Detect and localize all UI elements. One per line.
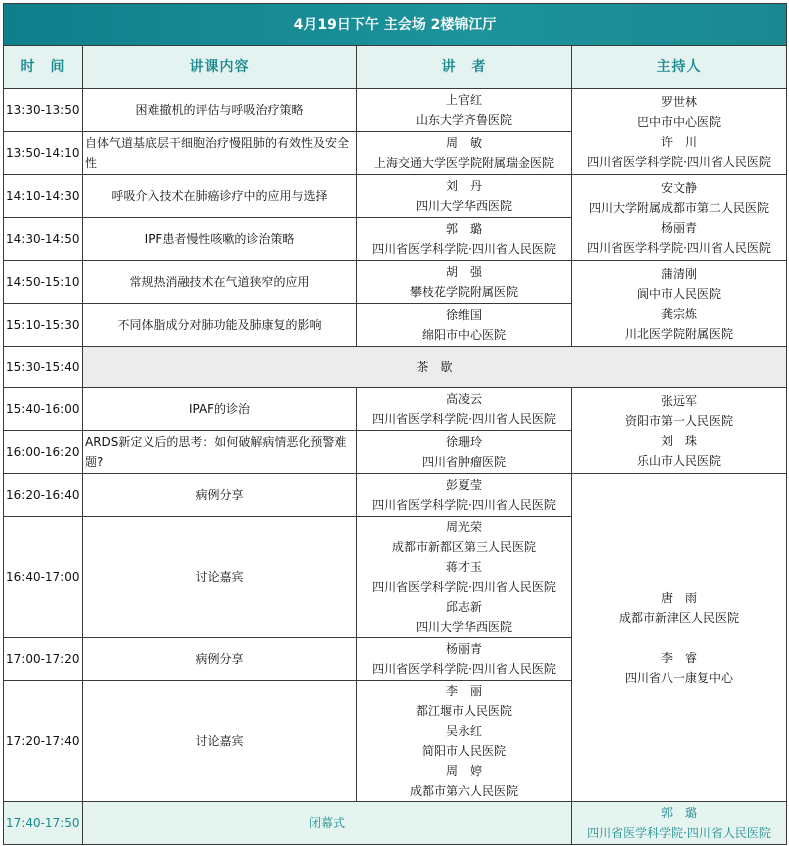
- host-name: 李 睿: [661, 650, 698, 665]
- host-cell: [572, 388, 787, 474]
- time-cell: 16:40-17:00: [4, 517, 83, 638]
- host-cell: [572, 175, 787, 261]
- host-cell: [572, 474, 787, 802]
- host-name: 龚宗炼: [661, 306, 698, 321]
- speaker-affiliation: 四川省医学科学院·四川省人民医院: [372, 580, 556, 594]
- speaker-affiliation: 简阳市人民医院: [421, 744, 506, 758]
- host-name: 刘 珠: [661, 433, 698, 448]
- break-row: [4, 347, 787, 388]
- topic-cell: 困难撤机的评估与呼吸治疗策略: [83, 89, 357, 132]
- speaker-name: 徐珊玲: [445, 435, 482, 449]
- host-name: 蒲清刚: [661, 266, 698, 281]
- speaker-affiliation: 四川省医学科学院·四川省人民医院: [372, 412, 556, 426]
- schedule-table: [3, 3, 787, 845]
- time-cell: 17:20-17:40: [4, 681, 83, 802]
- speaker-cell: [357, 89, 572, 132]
- speaker-affiliation: 攀枝花学院附属医院: [409, 285, 518, 299]
- host-spacer: [574, 628, 784, 648]
- host-affiliation: 四川大学附属成都市第二人民医院: [589, 200, 770, 215]
- host-affiliation: 四川省医学科学院·四川省人民医院: [587, 240, 771, 255]
- speaker-affiliation: 四川省医学科学院·四川省人民医院: [372, 662, 556, 676]
- speaker-affiliation: 都江堰市人民医院: [415, 704, 512, 718]
- speaker-cell: [357, 431, 572, 474]
- speaker-name: 蒋才玉: [445, 560, 482, 574]
- break-label: 茶 歇: [83, 347, 787, 388]
- time-cell: 15:40-16:00: [4, 388, 83, 431]
- speaker-cell: [357, 304, 572, 347]
- host-name: 许 川: [661, 134, 698, 149]
- table-row: [4, 175, 787, 218]
- time-cell: 15:30-15:40: [4, 347, 83, 388]
- host-name: 唐 雨: [661, 590, 698, 605]
- speaker-cell: [357, 474, 572, 517]
- speaker-cell: [357, 517, 572, 638]
- table-row: [4, 261, 787, 304]
- speaker-cell: [357, 638, 572, 681]
- host-affiliation: 四川省医学科学院·四川省人民医院: [587, 154, 771, 169]
- speaker-name: 高凌云: [445, 392, 482, 406]
- topic-cell: 不同体脂成分对肺功能及肺康复的影响: [83, 304, 357, 347]
- time-cell: 14:50-15:10: [4, 261, 83, 304]
- speaker-affiliation: 山东大学齐鲁医院: [415, 113, 512, 127]
- speaker-name: 吴永红: [445, 724, 482, 738]
- host-affiliation: 四川省八一康复中心: [625, 670, 734, 685]
- host-affiliation: 资阳市第一人民医院: [625, 413, 734, 428]
- time-cell: 16:00-16:20: [4, 431, 83, 474]
- host-affiliation: 阆中市人民医院: [637, 286, 722, 301]
- host-name: 杨丽青: [661, 220, 698, 235]
- speaker-cell: [357, 388, 572, 431]
- speaker-cell: [357, 175, 572, 218]
- header-speaker: 讲 者: [357, 46, 572, 89]
- host-name: 张远军: [661, 393, 698, 408]
- speaker-affiliation: 四川省医学科学院·四川省人民医院: [372, 498, 556, 512]
- closing-label: 闭幕式: [83, 802, 572, 845]
- speaker-name: 杨丽青: [445, 642, 482, 656]
- header-time: 时 间: [4, 46, 83, 89]
- speaker-affiliation: 绵阳市中心医院: [421, 328, 506, 342]
- speaker-affiliation: 四川大学华西医院: [415, 199, 512, 213]
- speaker-cell: [357, 261, 572, 304]
- topic-cell: 讨论嘉宾: [83, 681, 357, 802]
- time-cell: 16:20-16:40: [4, 474, 83, 517]
- schedule-title: 4月19日下午 主会场 2楼锦江厅: [4, 4, 787, 46]
- header-row: [4, 46, 787, 89]
- host-name: 安文静: [661, 180, 698, 195]
- speaker-name: 周光荣: [445, 520, 482, 534]
- speaker-name: 邱志新: [445, 600, 482, 614]
- topic-cell: 自体气道基底层干细胞治疗慢阻肺的有效性及安全性: [83, 132, 357, 175]
- topic-cell: 病例分享: [83, 474, 357, 517]
- speaker-affiliation: 上海交通大学医学院附属瑞金医院: [373, 156, 554, 170]
- topic-cell: 病例分享: [83, 638, 357, 681]
- host-cell: [572, 802, 787, 845]
- topic-cell: ARDS新定义后的思考：如何破解病情恶化预警难题?: [83, 431, 357, 474]
- host-affiliation: 乐山市人民医院: [637, 453, 722, 468]
- speaker-name: 彭夏莹: [445, 478, 482, 492]
- table-row: [4, 474, 787, 517]
- closing-row: [4, 802, 787, 845]
- topic-cell: IPF患者慢性咳嗽的诊治策略: [83, 218, 357, 261]
- speaker-name: 郭 璐: [445, 222, 482, 236]
- time-cell: 14:10-14:30: [4, 175, 83, 218]
- speaker-name: 上官红: [445, 93, 482, 107]
- host-cell: [572, 261, 787, 347]
- time-cell: 13:30-13:50: [4, 89, 83, 132]
- speaker-name: 李 丽: [445, 684, 482, 698]
- topic-cell: IPAF的诊治: [83, 388, 357, 431]
- speaker-affiliation: 成都市新都区第三人民医院: [391, 540, 536, 554]
- speaker-cell: [357, 218, 572, 261]
- topic-cell: 常规热消融技术在气道狭窄的应用: [83, 261, 357, 304]
- host-name: 罗世林: [661, 94, 698, 109]
- host-affiliation: 四川省医学科学院·四川省人民医院: [587, 826, 771, 840]
- time-cell: 13:50-14:10: [4, 132, 83, 175]
- speaker-name: 徐维国: [445, 308, 482, 322]
- speaker-name: 胡 强: [445, 265, 482, 279]
- topic-cell: 呼吸介入技术在肺癌诊疗中的应用与选择: [83, 175, 357, 218]
- header-topic: 讲课内容: [83, 46, 357, 89]
- speaker-affiliation: 四川省医学科学院·四川省人民医院: [372, 242, 556, 256]
- host-name: 郭 璐: [661, 806, 698, 820]
- host-affiliation: 成都市新津区人民医院: [619, 610, 740, 625]
- host-affiliation: 巴中市中心医院: [637, 114, 722, 129]
- speaker-cell: [357, 132, 572, 175]
- table-row: [4, 388, 787, 431]
- table-row: [4, 89, 787, 132]
- header-host: 主持人: [572, 46, 787, 89]
- time-cell: 17:40-17:50: [4, 802, 83, 845]
- speaker-affiliation: 成都市第六人民医院: [409, 784, 518, 798]
- speaker-affiliation: 四川省肿瘤医院: [421, 455, 506, 469]
- host-affiliation: 川北医学院附属医院: [625, 326, 734, 341]
- speaker-name: 刘 丹: [445, 179, 482, 193]
- speaker-affiliation: 四川大学华西医院: [415, 620, 512, 634]
- time-cell: 15:10-15:30: [4, 304, 83, 347]
- speaker-cell: [357, 681, 572, 802]
- topic-cell: 讨论嘉宾: [83, 517, 357, 638]
- time-cell: 14:30-14:50: [4, 218, 83, 261]
- host-cell: [572, 89, 787, 175]
- speaker-name: 周 婷: [445, 764, 482, 778]
- time-cell: 17:00-17:20: [4, 638, 83, 681]
- speaker-name: 周 敏: [445, 136, 482, 150]
